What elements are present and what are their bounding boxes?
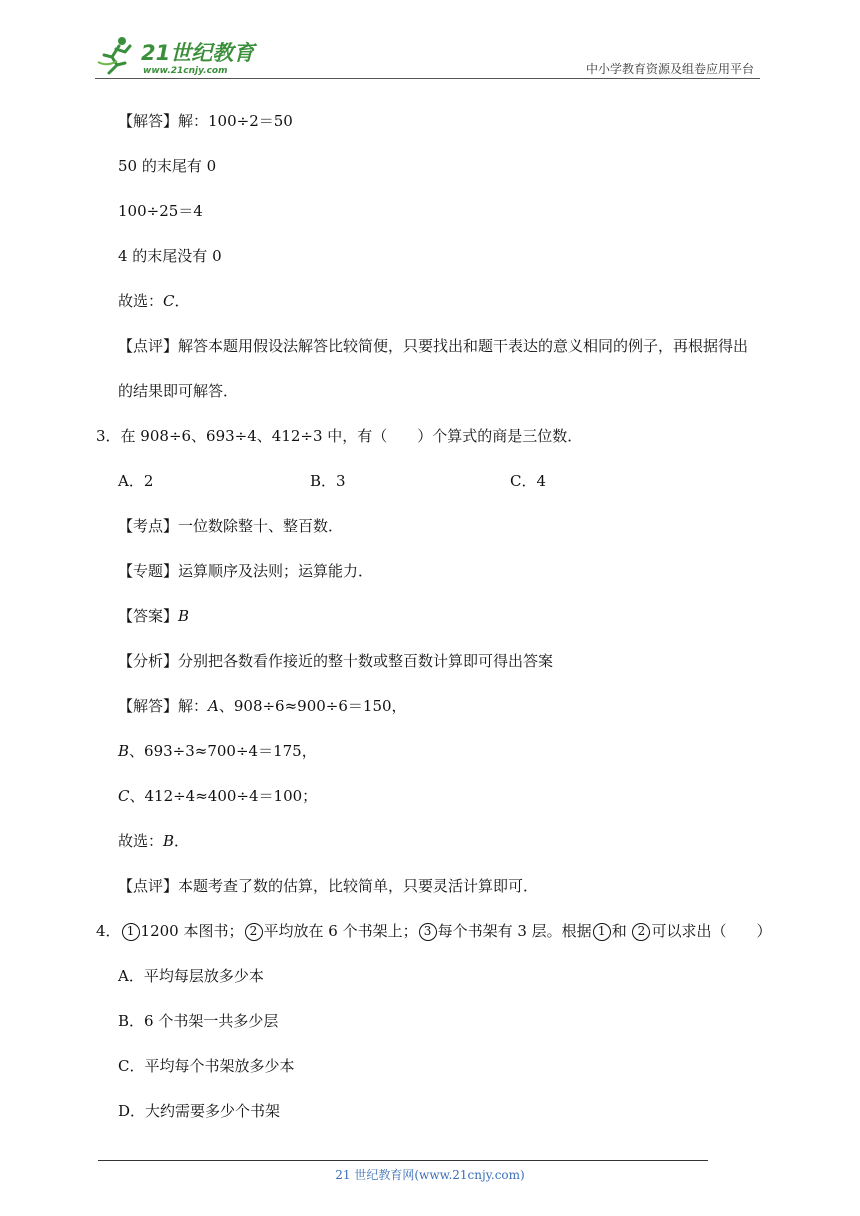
circled-number-2: 2 [245, 923, 263, 941]
q2-solution-line-4: 4 的末尾没有 0 [118, 247, 222, 265]
q3-jieda-b: B、693÷3≈700÷4＝175， [118, 742, 317, 760]
circled-number-1: 1 [593, 923, 611, 941]
header-divider [95, 78, 760, 79]
site-logo [95, 34, 265, 76]
q3-select: 故选：B． [118, 832, 190, 850]
q3-zhuanti: 【专题】运算顺序及法则；运算能力． [118, 562, 374, 580]
q3-options [118, 471, 678, 491]
svg-text:www.21cnjy.com: www.21cnjy.com [143, 66, 228, 76]
q2-solution-line-2: 50 的末尾有 0 [118, 157, 217, 175]
svg-text:21世纪教育: 21世纪教育 [141, 41, 255, 65]
q2-solution-line-3: 100÷25＝4 [118, 202, 203, 220]
q3-kaodian: 【考点】一位数除整十、整百数． [118, 517, 344, 535]
q2-comment-line-1: 【点评】解答本题用假设法解答比较简便，只要找出和题干表达的意义相同的例子，再根据得出 [118, 337, 749, 355]
q3-comment: 【点评】本题考查了数的估算，比较简单，只要灵活计算即可． [118, 877, 539, 895]
circled-number-1: 1 [122, 923, 140, 941]
footer-divider [98, 1160, 708, 1161]
circled-number-2: 2 [632, 923, 650, 941]
platform-name: 中小学教育资源及组卷应用平台 [585, 62, 754, 76]
page-header [95, 30, 760, 80]
q3-option-c: C．4 [510, 472, 547, 490]
q2-select: 故选：C． [118, 292, 190, 310]
q3-answer: 【答案】B [118, 607, 190, 625]
q4-option-a: A．平均每层放多少本 [118, 967, 264, 985]
q3-stem: 3．在 908÷6、693÷4、412÷3 中，有（ ）个算式的商是三位数． [96, 427, 583, 445]
q4-option-d: D．大约需要多少个书架 [118, 1102, 281, 1120]
q4-option-b: B．6 个书架一共多少层 [118, 1012, 279, 1030]
q4-option-c: C．平均每个书架放多少本 [118, 1057, 295, 1075]
circled-number-3: 3 [419, 923, 437, 941]
q2-solution-line-1: 【解答】解：100÷2＝50 [118, 112, 293, 130]
q3-jieda-a: 【解答】解：A、908÷6≈900÷6＝150， [118, 697, 407, 715]
q3-option-a: A．2 [118, 472, 154, 490]
q3-option-b: B．3 [310, 472, 346, 490]
runner-icon [98, 37, 130, 73]
q3-fenxi: 【分析】分别把各数看作接近的整十数或整百数计算即可得出答案 [118, 652, 554, 670]
q3-jieda-c: C、412÷4≈400÷4＝100； [118, 787, 318, 805]
q2-comment-line-2: 的结果即可解答． [118, 382, 239, 400]
footer-link[interactable]: 21 世纪教育网(www.21cnjy.com) [335, 1168, 525, 1182]
q4-stem: 4． 1 1200 本图书； 2 平均放在 6 个书架上； 3 每个书架有 3 层。根据 1 和 2 可以求出（ ） [96, 922, 772, 940]
